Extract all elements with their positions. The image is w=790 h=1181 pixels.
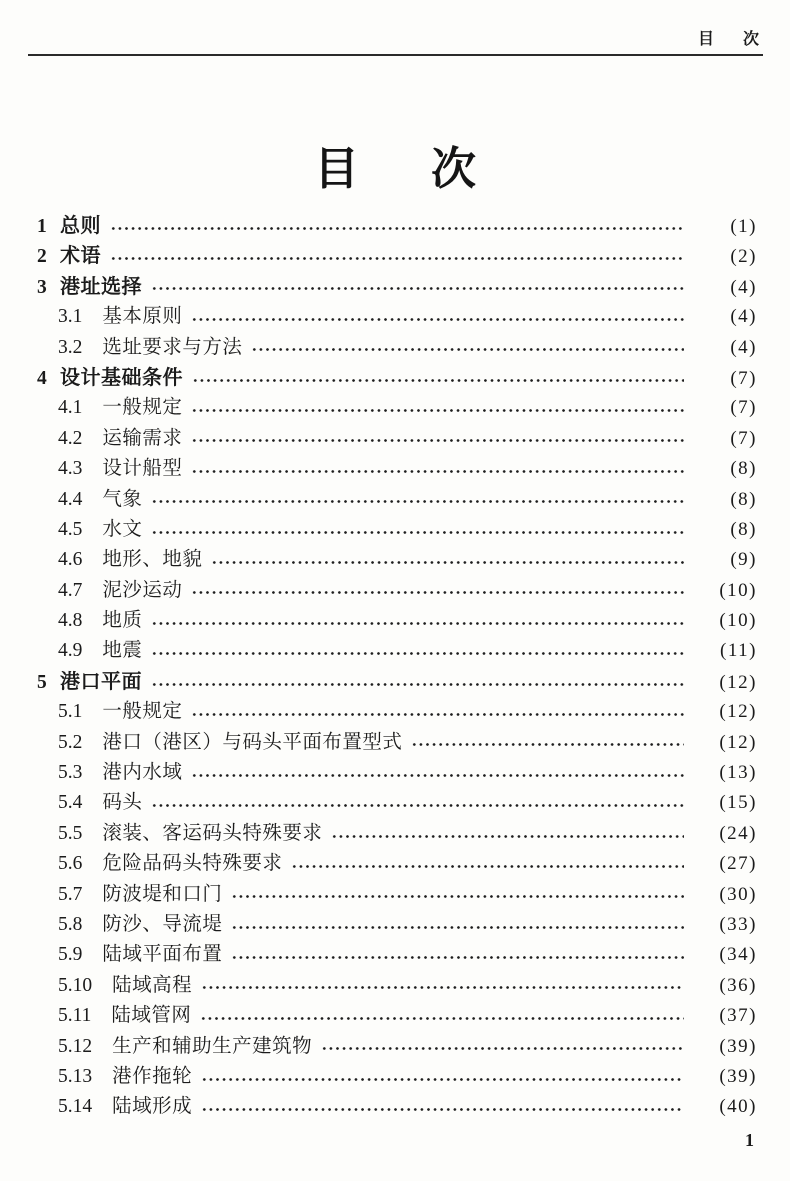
toc-entry-page: (30) (719, 883, 757, 905)
dot-leader (191, 315, 684, 324)
dot-leader (151, 284, 684, 293)
toc-entry-number: 5.5 (58, 822, 83, 844)
dot-leader (151, 497, 684, 506)
dot-leader (331, 832, 684, 841)
toc-entry-title: 陆域平面布置 (102, 944, 223, 966)
dot-leader (201, 1075, 684, 1084)
page-title-char-1: 目 (313, 144, 359, 194)
toc-entry-number: 4.8 (58, 610, 83, 632)
toc-entry-page: (24) (719, 822, 757, 844)
toc-row (37, 880, 757, 910)
toc-entry-title: 设计基础条件 (60, 366, 183, 389)
page-title (0, 144, 790, 194)
dot-leader (200, 1014, 684, 1023)
toc-entry-number: 4.3 (58, 458, 83, 480)
toc-entry-page: (11) (720, 640, 757, 662)
toc-row (37, 1032, 757, 1062)
toc-entry-page: (36) (719, 974, 757, 996)
toc-entry-title: 陆域管网 (111, 1005, 192, 1027)
dot-leader (191, 467, 684, 476)
dot-leader (321, 1044, 684, 1053)
toc-row (37, 211, 757, 241)
toc-entry-page: (7) (730, 367, 757, 389)
toc-entry-page: (27) (719, 853, 757, 875)
toc-entry-page: (9) (730, 549, 757, 571)
toc-entry-number: 3.1 (58, 306, 83, 328)
toc-entry-number: 5.1 (58, 701, 83, 723)
dot-leader (191, 436, 684, 445)
toc-entry-title: 港口（港区）与码头平面布置型式 (102, 731, 403, 753)
toc-entry-title: 术语 (60, 245, 101, 268)
dot-leader (192, 376, 684, 385)
toc-row (37, 454, 757, 484)
toc-entry-title: 陆域形成 (112, 1096, 193, 1118)
toc-entry-title: 防沙、导流堤 (102, 913, 223, 935)
toc-entry-number: 5.11 (58, 1005, 92, 1027)
toc-entry-page: (33) (719, 913, 757, 935)
running-header-char-1: 目 (697, 30, 715, 48)
toc-entry-page: (10) (719, 610, 757, 632)
toc-row (37, 940, 757, 970)
dot-leader (191, 588, 684, 597)
toc-entry-page: (2) (730, 246, 757, 268)
toc-entry-title: 防波堤和口门 (102, 883, 223, 905)
toc-entry-number: 5.8 (58, 913, 83, 935)
toc-entry-title: 总则 (60, 215, 101, 237)
toc-row (37, 636, 757, 666)
toc-row (37, 363, 757, 393)
toc-entry-page: (10) (719, 579, 757, 601)
toc-entry-number: 4.2 (58, 427, 83, 449)
toc-entry-page: (7) (730, 427, 757, 449)
dot-leader (151, 649, 684, 658)
dot-leader (151, 680, 684, 689)
toc-entry-page: (8) (730, 488, 757, 510)
toc-entry-number: 4 (37, 367, 47, 389)
toc-entry-title: 地质 (102, 610, 143, 632)
toc-row (37, 788, 757, 818)
toc-entry-title: 运输需求 (102, 427, 183, 449)
toc-entry-page: (15) (719, 792, 757, 814)
toc-list (37, 211, 757, 1123)
dot-leader (110, 254, 684, 263)
toc-entry-page: (4) (730, 336, 757, 358)
toc-entry-number: 4.6 (58, 549, 83, 571)
toc-row (37, 606, 757, 636)
toc-entry-title: 选址要求与方法 (102, 336, 243, 358)
running-header-char-2: 次 (742, 30, 760, 48)
toc-entry-title: 码头 (102, 792, 143, 814)
toc-entry-title: 港口平面 (60, 670, 142, 693)
toc-entry-page: (4) (730, 306, 757, 328)
toc-row (37, 485, 757, 515)
toc-row (37, 333, 757, 363)
toc-entry-page: (4) (730, 276, 757, 298)
toc-row (37, 241, 757, 271)
toc-row (37, 758, 757, 788)
toc-entry-title: 设计船型 (102, 458, 183, 480)
dot-leader (191, 406, 684, 415)
toc-entry-title: 一般规定 (102, 397, 183, 419)
toc-row (37, 819, 757, 849)
toc-entry-number: 5.10 (58, 974, 93, 996)
toc-row (37, 302, 757, 332)
toc-entry-title: 滚装、客运码头特殊要求 (102, 822, 323, 844)
toc-entry-title: 一般规定 (102, 701, 183, 723)
toc-entry-title: 港内水域 (102, 762, 183, 784)
toc-entry-number: 3.2 (58, 336, 83, 358)
toc-entry-number: 4.5 (58, 518, 83, 540)
toc-entry-number: 5.14 (58, 1096, 93, 1118)
toc-row (37, 1062, 757, 1092)
toc-row (37, 910, 757, 940)
toc-entry-title: 地震 (102, 640, 143, 662)
toc-entry-number: 5.13 (58, 1065, 93, 1087)
toc-entry-number: 1 (37, 216, 47, 237)
toc-entry-page: (12) (719, 671, 757, 693)
toc-entry-number: 5.4 (58, 792, 83, 814)
dot-leader (191, 771, 684, 780)
toc-entry-number: 5.6 (58, 853, 83, 875)
toc-entry-number: 5.9 (58, 944, 83, 966)
toc-entry-title: 港作拖轮 (112, 1065, 193, 1087)
toc-entry-page: (39) (719, 1035, 757, 1057)
toc-entry-title: 生产和辅助生产建筑物 (112, 1035, 313, 1057)
toc-entry-number: 4.4 (58, 488, 83, 510)
toc-row (37, 849, 757, 879)
toc-entry-page: (1) (730, 216, 757, 237)
toc-entry-title: 地形、地貌 (102, 549, 203, 571)
toc-row (37, 971, 757, 1001)
toc-entry-title: 危险品码头特殊要求 (102, 853, 283, 875)
dot-leader (231, 892, 684, 901)
toc-row (37, 667, 757, 697)
toc-entry-number: 4.1 (58, 397, 83, 419)
toc-entry-number: 5 (37, 671, 47, 693)
dot-leader (191, 710, 684, 719)
toc-entry-number: 5.2 (58, 731, 83, 753)
dot-leader (151, 528, 684, 537)
toc-entry-number: 2 (37, 246, 47, 268)
page-title-char-2: 次 (431, 144, 477, 194)
toc-row (37, 272, 757, 302)
toc-entry-title: 基本原则 (102, 306, 183, 328)
dot-leader (201, 1105, 684, 1114)
dot-leader (231, 923, 684, 932)
toc-row (37, 545, 757, 575)
toc-entry-title: 陆域高程 (112, 974, 193, 996)
toc-entry-page: (12) (719, 701, 757, 723)
toc-entry-page: (13) (719, 762, 757, 784)
toc-entry-page: (39) (719, 1065, 757, 1087)
toc-row (37, 393, 757, 423)
toc-entry-number: 3 (37, 276, 47, 298)
toc-row (37, 1092, 757, 1122)
toc-entry-number: 5.7 (58, 883, 83, 905)
toc-entry-page: (37) (719, 1005, 757, 1027)
running-header (30, 26, 760, 48)
header-rule (28, 54, 763, 56)
dot-leader (291, 862, 684, 871)
dot-leader (151, 801, 684, 810)
toc-entry-number: 4.7 (58, 579, 83, 601)
toc-row (37, 424, 757, 454)
toc-row (37, 515, 757, 545)
dot-leader (151, 619, 684, 628)
dot-leader (231, 953, 684, 962)
toc-entry-page: (7) (730, 397, 757, 419)
toc-entry-title: 气象 (102, 488, 143, 510)
toc-entry-page: (8) (730, 458, 757, 480)
toc-row (37, 576, 757, 606)
toc-row (37, 697, 757, 727)
toc-entry-title: 水文 (102, 518, 143, 540)
toc-row (37, 1001, 757, 1031)
toc-row (37, 728, 757, 758)
toc-entry-page: (12) (719, 731, 757, 753)
toc-entry-page: (34) (719, 944, 757, 966)
dot-leader (411, 740, 684, 749)
toc-entry-number: 4.9 (58, 640, 83, 662)
dot-leader (110, 224, 684, 233)
toc-entry-number: 5.12 (58, 1035, 93, 1057)
dot-leader (211, 558, 684, 567)
dot-leader (251, 345, 684, 354)
toc-entry-title: 港址选择 (60, 275, 142, 298)
toc-entry-page: (40) (719, 1096, 757, 1118)
toc-entry-number: 5.3 (58, 762, 83, 784)
toc-entry-page: (8) (730, 518, 757, 540)
toc-entry-title: 泥沙运动 (102, 579, 183, 601)
folio-page-number: 1 (745, 1130, 754, 1150)
dot-leader (201, 983, 684, 992)
